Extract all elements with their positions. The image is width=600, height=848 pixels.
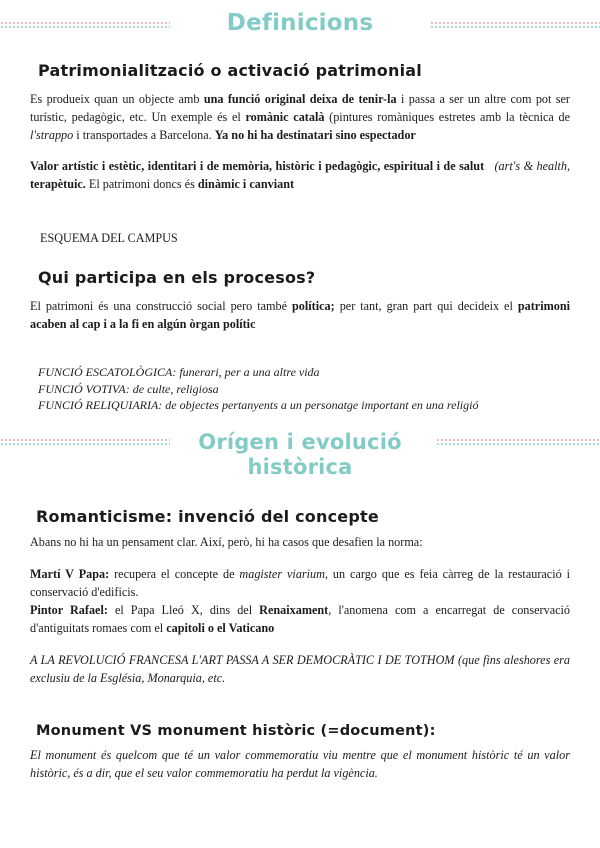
bold-text: Ya no hi ha destinatari sino espectador	[214, 128, 416, 142]
text: i passa a ser un altre com pot ser turístic, pedagògic, etc. Un exemple és el	[30, 92, 570, 124]
bold-text: Valor artístic i estètic, identitari i de memòria, històric i pedagògic, espiritual i de salut	[30, 159, 485, 173]
list-item: FUNCIÓ ESCATOLÒGICA: funerari, per a una altre vida	[38, 365, 320, 379]
esquema-label: ESQUEMA DEL CAMPUS	[40, 231, 178, 245]
bold-text: política;	[292, 299, 335, 313]
paragraph-valors	[30, 157, 570, 193]
bold-text: Pintor Rafael:	[30, 603, 108, 617]
list-item: FUNCIÓ VOTIVA: de culte, religiosa	[38, 381, 219, 396]
bold-text: terapètuic.	[30, 177, 86, 191]
text: (pintures romàniques estretes amb la tècnica de	[324, 110, 571, 124]
paragraph-intro: Abans no hi ha un pensament clar. Així, però, hi ha casos que desafien la norma:	[30, 535, 423, 549]
text: El patrimoni és una construcció social pero també	[30, 299, 293, 313]
funcions-list	[38, 364, 578, 414]
text: , un cargo que es feia càrreg de la restauració i conservació d'edificis.	[30, 567, 571, 599]
text: Es produeix quan un objecte amb	[30, 92, 204, 106]
paragraph-monument: El monument és quelcom que té un valor commemoratiu viu mentre que el monument històric té un valor històric, és a dir, que el seu valor commemoratiu ha perdut la vigència.	[30, 748, 570, 780]
text: , l'anomena com a encarregat de conservació d'antiguitats romaes com el	[30, 603, 570, 635]
heading-patrimonialitzacio: Patrimonialització o activació patrimonial	[38, 61, 422, 80]
paragraph-marti	[30, 565, 570, 601]
text: El patrimoni doncs és	[85, 177, 198, 191]
heading-romanticisme: Romanticisme: invenció del concepte	[36, 507, 379, 526]
section-title	[160, 430, 440, 480]
paragraph-definicio	[30, 90, 570, 144]
bold-text: Renaixament	[259, 603, 329, 617]
dotted-divider-right	[436, 439, 600, 445]
dotted-divider-right	[430, 22, 600, 28]
section-title-line: Orígen i evolució	[198, 430, 402, 454]
section-banner-definicions	[0, 8, 600, 44]
list-item: FUNCIÓ RELIQUIARIA: de objectes pertanyents a un personatge important en una religió	[38, 398, 479, 412]
section-title-line: històrica	[247, 455, 353, 479]
text: recupera el concepte de	[109, 567, 240, 581]
paragraph-participacio	[30, 297, 570, 333]
heading-qui-participa: Qui participa en els procesos?	[38, 268, 316, 287]
paragraph-revolucio: A LA REVOLUCIÓ FRANCESA L'ART PASSA A SER DEMOCRÀTIC I DE TOTHOM (que fins aleshores era exclusiu de la Església, Monarquia, etc.	[30, 653, 570, 685]
bold-text: patrimoni acaben al cap i a la fi en algún òrgan polític	[30, 299, 570, 331]
bold-text: una funció original deixa de tenir-la	[203, 92, 397, 106]
bold-text: Martí V Papa:	[30, 567, 110, 581]
bold-text: romànic català	[245, 110, 325, 124]
italic-text: l'strappo	[30, 128, 74, 142]
section-banner-origen	[0, 428, 600, 480]
italic-text: magister viarium	[239, 567, 325, 581]
text: el Papa Lleó X, dins del	[107, 603, 260, 617]
text: ,	[566, 159, 571, 173]
bold-text: capitoli o el Vaticano	[166, 621, 275, 635]
text: i transportades a Barcelona.	[73, 128, 215, 142]
italic-text: (art's & health	[494, 159, 567, 173]
section-title: Definicions	[226, 10, 374, 36]
heading-monument: Monument VS monument històric (=document):	[36, 723, 436, 739]
bold-text: dinàmic i canviant	[197, 177, 295, 191]
dotted-divider-left	[0, 439, 170, 445]
dotted-divider-left	[0, 22, 170, 28]
paragraph-rafael	[30, 601, 570, 637]
text: per tant, gran part qui decideix el	[334, 299, 518, 313]
